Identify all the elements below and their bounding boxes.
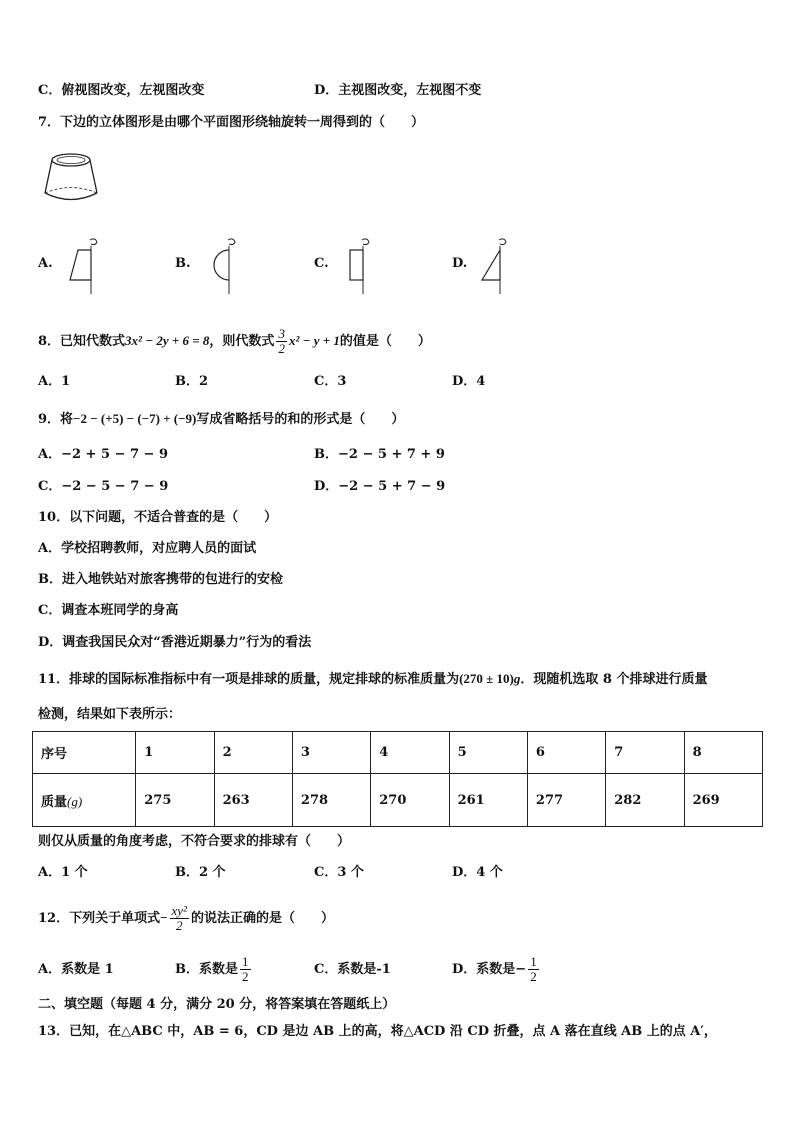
q8-option-b: B．2 [175, 374, 209, 389]
table-header-cell: 3 [292, 732, 370, 774]
q8-prefix: 8．已知代数式 [38, 334, 126, 349]
q11-question: 则仅从质量的角度考虑，不符合要求的排球有（ ） [38, 834, 351, 849]
table-cell: 282 [606, 774, 684, 827]
q8-option-d: D．4 [452, 374, 486, 389]
q8-expr-1: 3x² − 2y + 6 = 8 [125, 333, 210, 348]
table-header-cell: 6 [527, 732, 605, 774]
q8-expr-2: x² − y + 1 [288, 333, 340, 348]
q12-option-c: C．系数是-1 [314, 962, 391, 977]
q12-option-d [452, 955, 541, 985]
q12-option-b [175, 955, 253, 985]
q12-option-d-neg: − [515, 962, 527, 977]
q8-frac-num: 3 [278, 326, 285, 341]
table-header-cell: 5 [449, 732, 527, 774]
q12-option-d-text: D．系数是 [452, 962, 516, 977]
q7-option-a-figure [64, 236, 100, 298]
table-cell: 270 [371, 774, 449, 827]
q12-option-a: A．系数是 1 [38, 962, 114, 977]
q8-frac-den: 2 [278, 341, 285, 356]
q13-stem: 13．已知，在△ABC 中，AB = 6，CD 是边 AB 上的高，将△ACD 沿 CD 折叠，点 A 落在直线 AB 上的点 A′， [38, 1024, 717, 1039]
q10-option-b: B．进入地铁站对旅客携带的包进行的安检 [38, 572, 283, 587]
q11-stem-expr: (270 ± 10) [459, 671, 514, 686]
q7-option-d-figure [478, 236, 514, 298]
q11-option-c: C．3 个 [314, 865, 364, 880]
q12-frac-num: xy² [171, 903, 187, 918]
q11-stem-unit: g [513, 671, 521, 686]
q12-stem [38, 903, 334, 934]
table-row [33, 774, 763, 827]
table-cell: 277 [527, 774, 605, 827]
q11-stem-line-2: 检测，结果如下表所示： [38, 707, 182, 722]
q7-option-c-label: C. [314, 256, 329, 271]
q11-mass-table [32, 731, 763, 827]
q7-option-d-label: D. [452, 256, 468, 271]
q7-stem: 7．下边的立体图形是由哪个平面图形绕轴旋转一周得到的（ ） [38, 115, 425, 130]
q9-prefix: 9．将 [38, 412, 74, 427]
table-cell: 275 [136, 774, 214, 827]
q10-option-a: A．学校招聘教师，对应聘人员的面试 [38, 541, 257, 556]
q10-option-d: D．调查我国民众对“香港近期暴力”行为的看法 [38, 635, 312, 650]
q11-stem-line-1 [38, 670, 708, 689]
q7-option-c-figure [343, 236, 379, 298]
q12-option-b-den: 2 [242, 969, 249, 984]
table-header-cell: 4 [371, 732, 449, 774]
q9-option-d: D．−2 − 5 + 7 − 9 [314, 479, 446, 494]
q7-option-b-figure [206, 236, 242, 298]
q7-option-a-label: A. [38, 256, 53, 271]
table-header-cell: 8 [684, 732, 762, 774]
table-row-label [33, 774, 136, 827]
q10-stem: 10．以下问题，不适合普查的是（ ） [38, 510, 278, 525]
q12-prefix: 12．下列关于单项式 [38, 911, 161, 926]
section-2-heading: 二、填空题（每题 4 分，满分 20 分，将答案填在答题纸上） [38, 997, 396, 1012]
table-cell: 269 [684, 774, 762, 827]
frustum-figure [40, 150, 102, 208]
q8-suffix: 的值是（ ） [339, 334, 431, 349]
q11-stem-b: ．现随机选取 8 个排球进行质量 [520, 672, 708, 687]
q10-option-c: C．调查本班同学的身高 [38, 603, 179, 618]
q8-mid: ，则代数式 [209, 334, 275, 349]
q9-option-c: C．−2 − 5 − 7 − 9 [38, 479, 169, 494]
table-header-cell: 2 [214, 732, 292, 774]
q9-stem [38, 410, 404, 429]
q12-option-b-fraction [240, 955, 251, 984]
q9-option-a: A．−2 + 5 − 7 − 9 [38, 447, 168, 462]
row-label-text: 质量 [41, 794, 68, 810]
table-cell: 278 [292, 774, 370, 827]
q11-option-a: A．1 个 [38, 865, 88, 880]
q6-option-c: C．俯视图改变，左视图改变 [38, 83, 205, 98]
q11-stem-a: 11．排球的国际标准指标中有一项是排球的质量，规定排球的标准质量为 [38, 672, 460, 687]
q12-monomial-fraction [170, 904, 189, 933]
table-cell: 261 [449, 774, 527, 827]
table-row [33, 732, 763, 774]
q12-option-b-num: 1 [242, 954, 249, 969]
table-cell: 263 [214, 774, 292, 827]
row-label-unit: (g) [67, 793, 83, 809]
q9-option-b: B．−2 − 5 + 7 + 9 [314, 447, 445, 462]
q12-option-d-fraction [528, 955, 539, 984]
q8-stem [38, 327, 431, 356]
q6-option-d: D．主视图改变，左视图不变 [314, 83, 482, 98]
q7-option-b-label: B. [175, 256, 191, 271]
q9-suffix: 写成省略括号的和的形式是（ ） [196, 412, 405, 427]
q11-option-d: D．4 个 [452, 865, 503, 880]
q9-expr: −2 − (+5) − (−7) + (−9) [73, 411, 197, 426]
q12-option-d-num: 1 [530, 954, 537, 969]
q12-suffix: 的说法正确的是（ ） [190, 911, 334, 926]
q8-option-c: C．3 [314, 374, 347, 389]
q12-frac-den: 2 [175, 918, 183, 933]
table-header-cell: 7 [606, 732, 684, 774]
q8-option-a: A．1 [38, 374, 71, 389]
table-header-cell: 序号 [33, 732, 136, 774]
q12-option-d-den: 2 [530, 969, 537, 984]
q12-neg-sign: − [160, 910, 168, 925]
q11-option-b: B．2 个 [175, 865, 226, 880]
q12-option-b-text: B．系数是 [175, 962, 238, 977]
table-header-cell: 1 [136, 732, 214, 774]
q8-fraction [276, 327, 287, 356]
